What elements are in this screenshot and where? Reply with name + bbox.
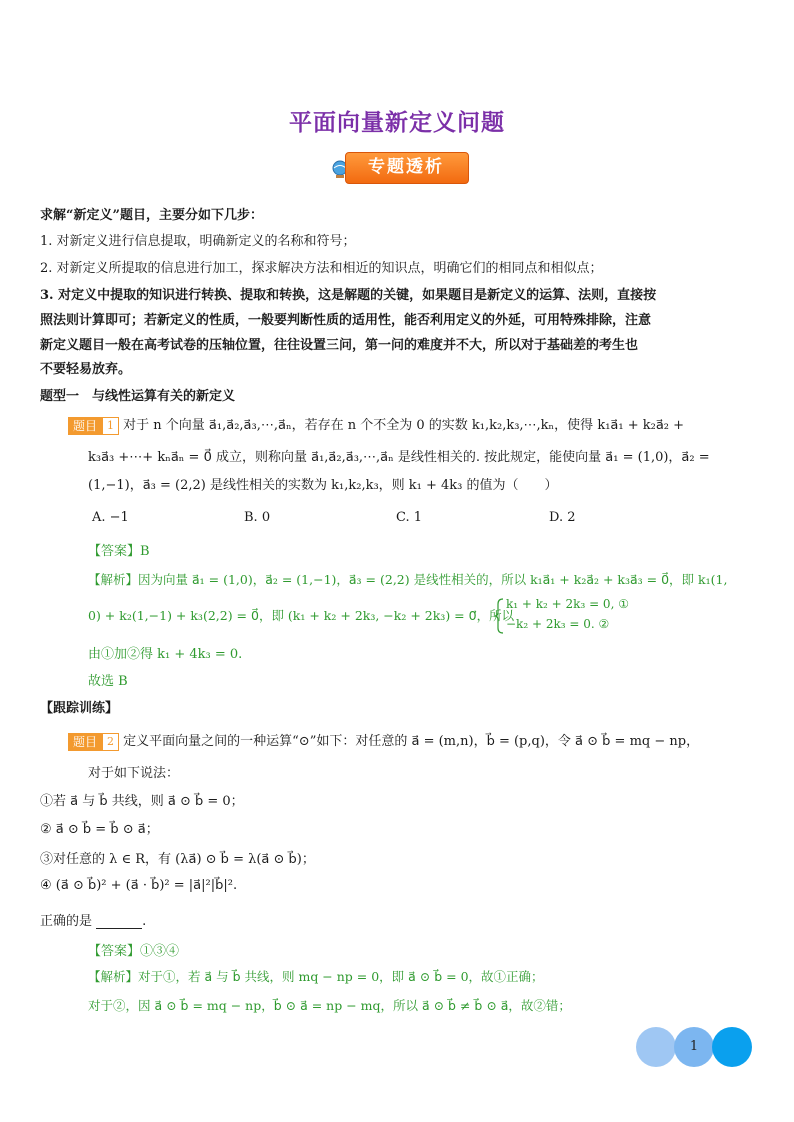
solution-2-line1: 【解析】对于①，若 a⃗ 与 b⃗ 共线，则 mq − np = 0，即 a⃗ ⊙ b⃗ = 0，故①正确； [88, 969, 544, 984]
fill-blank-prompt: 正确的是 . [40, 914, 147, 929]
intro-step1: 1. 对新定义进行信息提取，明确新定义的名称和符号； [40, 234, 356, 249]
intro-step3-line4: 不要轻易放弃。 [40, 362, 132, 377]
intro-step3-line2: 照法则计算即可；若新定义的性质，一般要判断性质的适用性，能否利用定义的外延，可用特殊排除，注意 [40, 313, 652, 328]
question-number: 2 [102, 733, 119, 751]
question-number: 1 [102, 417, 119, 435]
page-title: 平面向量新定义问题 [289, 110, 505, 136]
intro-step3-line3: 新定义题目一般在高考试卷的压轴位置，往往设置三问，第一问的难度并不大，所以对于基础差的考生也 [40, 338, 639, 353]
answer-2: 【答案】①③④ [88, 944, 180, 959]
page-number: 1 [689, 1039, 699, 1054]
solution-1-line3: 由①加②得 k₁ + 4k₃ = 0. [88, 647, 243, 662]
intro-lead: 求解“新定义”题目，主要分如下几步： [40, 208, 263, 223]
question-2-line1: 题目 2 定义平面向量之间的一种运算“⊙”如下：对任意的 a⃗ = (m,n)，b⃗ = (p,q)，令 a⃗ ⊙ b⃗ = mq − np， [68, 730, 699, 751]
system-eq1: k₁ + k₂ + 2k₃ = 0, ① [506, 597, 629, 611]
section-heading: 题型一 与线性运算有关的新定义 [40, 389, 236, 404]
statement-2: ② a⃗ ⊙ b⃗ = b⃗ ⊙ a⃗； [40, 822, 159, 837]
follow-up-heading: 【跟踪训练】 [40, 701, 119, 716]
question-tag: 题目 [68, 733, 102, 751]
question-1-line3: (1,−1)，a⃗₃ = (2,2) 是线性相关的实数为 k₁,k₂,k₃，则 k₁ + 4k₃ 的值为（ ） [88, 478, 558, 493]
brace-icon [494, 598, 504, 634]
statement-4: ④ (a⃗ ⊙ b⃗)² + (a⃗ · b⃗)² = |a⃗|²|b⃗|². [40, 878, 238, 893]
system-eq2: −k₂ + 2k₃ = 0. ② [506, 617, 610, 631]
statement-1: ①若 a⃗ 与 b⃗ 共线，则 a⃗ ⊙ b⃗ = 0； [40, 794, 244, 809]
statement-3: ③对任意的 λ ∈ R，有 (λa⃗) ⊙ b⃗ = λ(a⃗ ⊙ b⃗)； [40, 852, 315, 867]
option-b: B. 0 [244, 510, 271, 525]
question-tag: 题目 [68, 417, 102, 435]
answer-blank [96, 916, 142, 929]
banner-label: 专题透析 [368, 157, 444, 177]
question-2-line2: 对于如下说法： [88, 766, 180, 781]
option-d: D. 2 [549, 510, 576, 525]
solution-1-line2: 0) + k₂(1,−1) + k₃(2,2) = 0⃗，即 (k₁ + k₂ + 2k₃, −k₂ + 2k₃) = 0⃗，所以 [88, 608, 515, 623]
intro-step2: 2. 对新定义所提取的信息进行加工，探求解决方法和相近的知识点，明确它们的相同点和相似点； [40, 261, 603, 276]
question-1-line1: 题目 1 对于 n 个向量 a⃗₁,a⃗₂,a⃗₃,⋯,a⃗ₙ，若存在 n 个不全为 0 的实数 k₁,k₂,k₃,⋯,kₙ，使得 k₁a⃗₁ + k₂a⃗₂ + [68, 414, 684, 435]
answer-1: 【答案】B [88, 544, 150, 559]
topic-banner [329, 152, 469, 184]
question-1-line2: k₃a⃗₃ +⋯+ kₙa⃗ₙ = 0⃗ 成立，则称向量 a⃗₁,a⃗₂,a⃗₃,⋯,a⃗ₙ 是线性相关的. 按此规定，能使向量 a⃗₁ = (1,0)，a⃗₂ = [88, 450, 710, 465]
option-c: C. 1 [396, 510, 423, 525]
solution-2-line2: 对于②，因 a⃗ ⊙ b⃗ = mq − np，b⃗ ⊙ a⃗ = np − mq，所以 a⃗ ⊙ b⃗ ≠ b⃗ ⊙ a⃗，故②错； [88, 998, 571, 1013]
option-a: A. −1 [92, 510, 129, 525]
solution-1-line4: 故选 B [88, 674, 128, 689]
intro-step3-line1: 3. 对定义中提取的知识进行转换、提取和转换，这是解题的关键，如果题目是新定义的运算、法则，直接按 [40, 288, 657, 303]
page-number-badge [636, 1027, 752, 1067]
solution-1-line1: 【解析】因为向量 a⃗₁ = (1,0)，a⃗₂ = (1,−1)，a⃗₃ = (2,2) 是线性相关的，所以 k₁a⃗₁ + k₂a⃗₂ + k₃a⃗₃ = 0⃗，即 k₁(1, [88, 572, 728, 587]
